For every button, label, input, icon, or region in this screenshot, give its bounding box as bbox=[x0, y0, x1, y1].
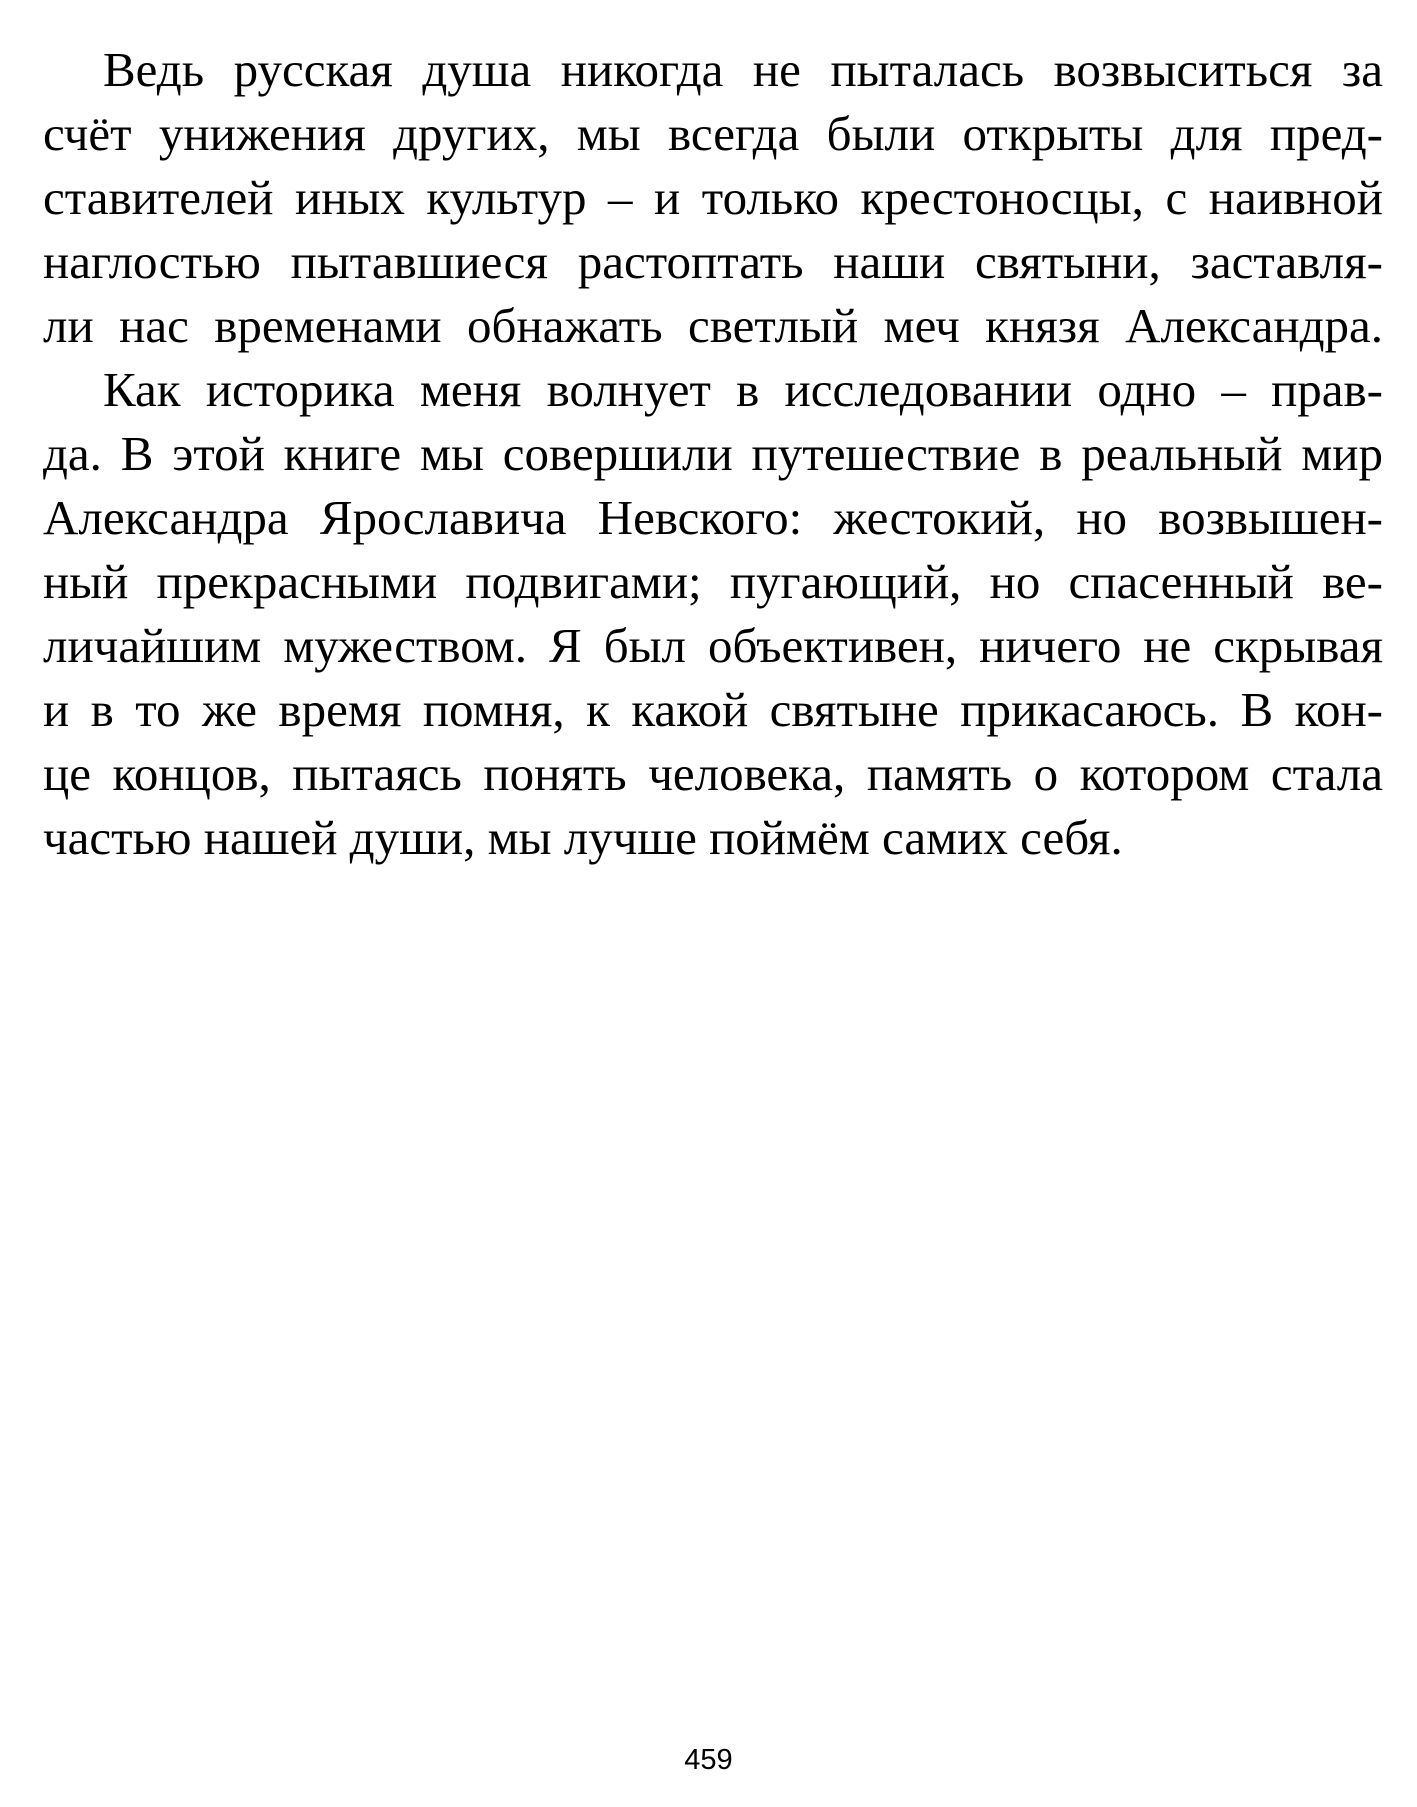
text-line: частью нашей души, мы лучше поймём самих себя. bbox=[43, 810, 1123, 865]
text-line: наглостью пытавшиеся растоптать наши святыни, заставля- bbox=[43, 234, 1383, 289]
text-line: да. В этой книге мы совершили путешествие в реальный мир bbox=[43, 426, 1383, 481]
page-number: 459 bbox=[684, 1744, 733, 1776]
text-line: ный прекрасными подвигами; пугающий, но спасенный ве- bbox=[43, 554, 1383, 609]
paragraph bbox=[43, 38, 1383, 358]
text-line: личайшим мужеством. Я был объективен, ничего не скрывая bbox=[43, 618, 1383, 673]
text-line: Александра Ярославича Невского: жестокий, но возвышен- bbox=[43, 490, 1383, 545]
text-line: счёт унижения других, мы всегда были открыты для пред- bbox=[43, 106, 1383, 161]
body-text bbox=[43, 38, 1383, 870]
text-line: це концов, пытаясь понять человека, память о котором стала bbox=[43, 746, 1383, 801]
text-line: Как историка меня волнует в исследовании одно – прав- bbox=[103, 362, 1383, 417]
text-line: и в то же время помня, к какой святыне прикасаюсь. В кон- bbox=[43, 682, 1383, 737]
text-line: ли нас временами обнажать светлый меч князя Александра. bbox=[43, 298, 1383, 353]
text-line: ставителей иных культур – и только крестоносцы, с наивной bbox=[43, 170, 1383, 225]
paragraph bbox=[43, 358, 1383, 870]
text-line: Ведь русская душа никогда не пыталась возвыситься за bbox=[103, 42, 1383, 97]
